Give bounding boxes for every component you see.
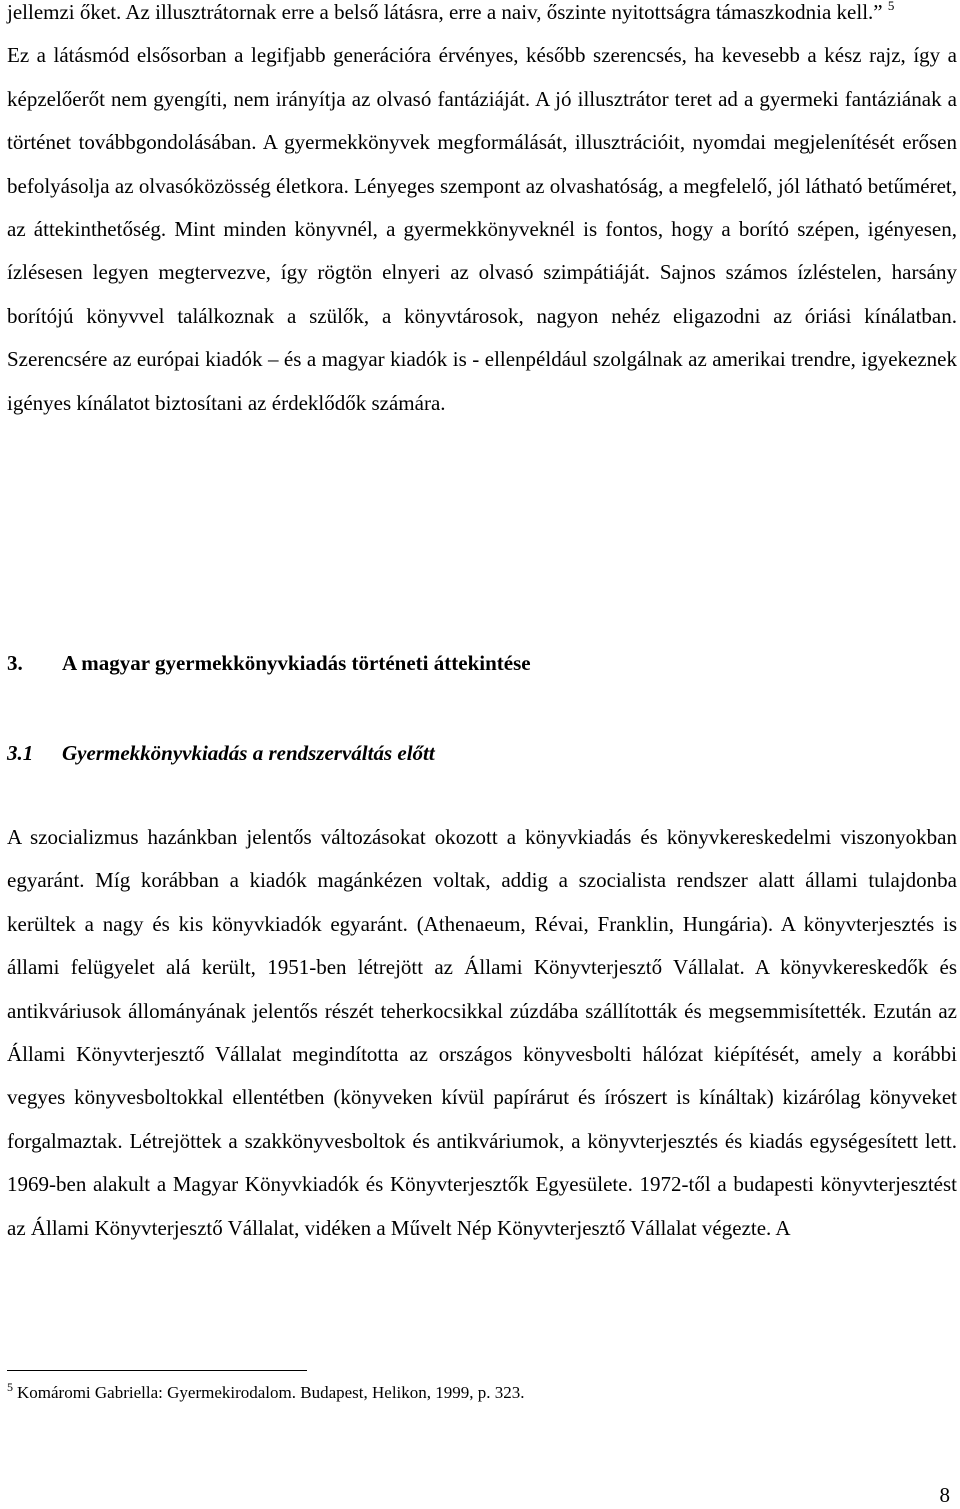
subsection-number: 3.1 xyxy=(7,741,34,765)
section-number: 3. xyxy=(7,651,23,675)
footnote-divider xyxy=(7,1370,307,1371)
subsection-heading-3-1 xyxy=(7,738,435,768)
subsection-title: Gyermekkönyvkiadás a rendszerváltás előtt xyxy=(62,741,435,765)
paragraph-intro xyxy=(7,0,957,425)
footnote-number: 5 xyxy=(7,1380,13,1394)
section-title: A magyar gyermekkönyvkiadás történeti áttekintése xyxy=(62,651,531,675)
paragraph-intro-lead: jellemzi őket. Az illusztrátornak erre a belső látásra, erre a naiv, őszinte nyitottságra támaszkodnia kell.” xyxy=(7,0,888,24)
footnote-reference[interactable]: 5 xyxy=(887,0,895,13)
document-page xyxy=(7,0,957,1402)
page-number: 8 xyxy=(939,1483,950,1507)
footnote xyxy=(7,1382,525,1404)
footnote-text: Komáromi Gabriella: Gyermekirodalom. Budapest, Helikon, 1999, p. 323. xyxy=(17,1383,525,1402)
paragraph-intro-body: Ez a látásmód elsősorban a legifjabb generációra érvényes, később szerencsés, ha kevesebb a kész rajz, így a képzelőerőt nem gyengíti, nem irányítja az olvasó fantáziáját. A jó illusztrátor teret ad a gyermeki fantáziának a történet továbbgondolásában. A gyermekkönyvek megformálását, illusztrációit, nyomdai megjelenítését erősen befolyásolja az olvasóközösség életkora. Lényeges szempont az olvashatóság, a megfelelő, jól látható betűméret, az áttekinthetőség. Mint minden könyvnél, a gyermekkönyveknél is fontos, hogy a borító szépen, igényesen, ízlésesen legyen megtervezve, így rögtön elnyeri az olvasó szimpátiáját. Sajnos számos ízléstelen, harsány borítójú könyvvel találkoznak a szülők, a könyvtárosok, nagyon nehéz eligazodni az óriási kínálatban. Szerencsére az európai kiadók – és a magyar kiadók is - ellenpéldául szolgálnak az amerikai trendre, igyekeznek igényes kínálatot biztosítani az érdeklődők számára. xyxy=(7,43,957,415)
paragraph-socialism: A szocializmus hazánkban jelentős változásokat okozott a könyvkiadás és könyvkereskedelmi viszonyokban egyaránt. Míg korábban a kiadók magánkézen voltak, addig a szocialista rendszer alatt állami tulajdonba kerültek a nagy és kis könyvkiadók egyaránt. (Athenaeum, Révai, Franklin, Hungária). A könyvterjesztés is állami felügyelet alá került, 1951-ben létrejött az Állami Könyvterjesztő Vállalat. A könyvkereskedők és antikváriusok állományának jelentős részét teherkocsikkal zúzdába szállították és megsemmisítették. Ezután az Állami Könyvterjesztő Vállalat megindította az országos könyvesbolti hálózat kiépítését, amely a korábbi vegyes könyvesboltokkal ellentétben (könyveken kívül papírárut és írószert is kínáltak) kizárólag könyveket forgalmaztak. Létrejöttek a szakkönyvesboltok és antikváriumok, a könyvterjesztés és kiadás egységesített lett. 1969-ben alakult a Magyar Könyvkiadók és Könyvterjesztők Egyesülete. 1972-től a budapesti könyvterjesztést az Állami Könyvterjesztő Vállalat, vidéken a Művelt Nép Könyvterjesztő Vállalat végezte. A xyxy=(7,825,957,1240)
section-heading-3 xyxy=(7,648,531,678)
